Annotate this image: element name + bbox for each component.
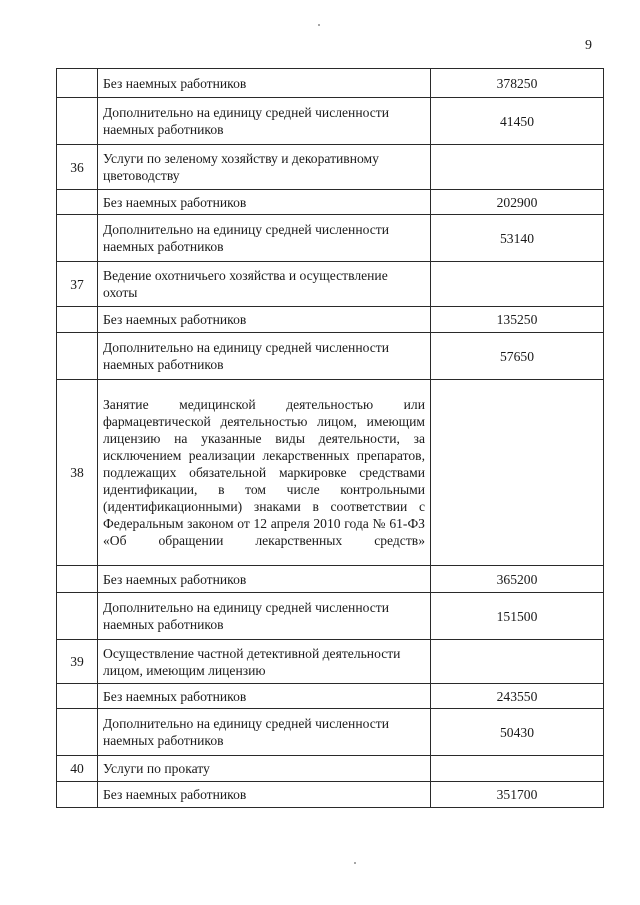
row-description: Дополнительно на единицу средней численности наемных работников: [98, 333, 431, 380]
row-value: 151500: [431, 593, 604, 640]
row-description: Дополнительно на единицу средней численности наемных работников: [98, 709, 431, 756]
table-row: [57, 756, 604, 782]
row-number: [57, 190, 98, 215]
row-value: 365200: [431, 566, 604, 593]
row-number: [57, 333, 98, 380]
row-description: Без наемных работников: [98, 566, 431, 593]
row-number: [57, 684, 98, 709]
table-row: [57, 98, 604, 145]
table-row: [57, 262, 604, 307]
row-value: [431, 262, 604, 307]
table-row: [57, 566, 604, 593]
row-value: 202900: [431, 190, 604, 215]
row-description: Без наемных работников: [98, 782, 431, 808]
row-number: [57, 566, 98, 593]
row-number: [57, 782, 98, 808]
row-number: [57, 215, 98, 262]
scan-speck: [354, 862, 356, 864]
table-row: [57, 380, 604, 566]
row-description: Без наемных работников: [98, 307, 431, 333]
row-number: [57, 98, 98, 145]
row-description: Осуществление частной детективной деятельности лицом, имеющим лицензию: [98, 640, 431, 684]
row-value: 243550: [431, 684, 604, 709]
table-row: [57, 145, 604, 190]
row-value: 41450: [431, 98, 604, 145]
row-description: Дополнительно на единицу средней численности наемных работников: [98, 215, 431, 262]
row-description: Без наемных работников: [98, 190, 431, 215]
row-value: [431, 640, 604, 684]
row-value: [431, 380, 604, 566]
row-description: Без наемных работников: [98, 69, 431, 98]
row-value: [431, 756, 604, 782]
row-description: Дополнительно на единицу средней численности наемных работников: [98, 98, 431, 145]
page-number: 9: [585, 38, 592, 53]
row-number: 36: [57, 145, 98, 190]
table-row: [57, 190, 604, 215]
row-description: Услуги по прокату: [98, 756, 431, 782]
row-number: [57, 593, 98, 640]
row-value: [431, 145, 604, 190]
row-value: 50430: [431, 709, 604, 756]
row-value: 351700: [431, 782, 604, 808]
table-row: [57, 69, 604, 98]
row-value: 135250: [431, 307, 604, 333]
row-description: Без наемных работников: [98, 684, 431, 709]
row-number: [57, 307, 98, 333]
row-value: 53140: [431, 215, 604, 262]
row-value: 378250: [431, 69, 604, 98]
row-number: [57, 69, 98, 98]
table-row: [57, 215, 604, 262]
row-description: Занятие медицинской деятельностью или фармацевтической деятельностью лицом, имеющим лицензию на указанные виды деятельности, за исключением реализации лекарственных препаратов, подлежащих обязательной маркировке средствами идентификации, в том числе контрольными (идентификационными) знаками в соответствии с Федеральным законом от 12 апреля 2010 года № 61-ФЗ «Об обращении лекарственных средств»: [98, 380, 431, 566]
table-row: [57, 782, 604, 808]
table-row: [57, 307, 604, 333]
table-row: [57, 684, 604, 709]
row-number: 38: [57, 380, 98, 566]
row-description: Ведение охотничьего хозяйства и осуществление охоты: [98, 262, 431, 307]
table-row: [57, 333, 604, 380]
table-row: [57, 709, 604, 756]
row-number: 37: [57, 262, 98, 307]
row-value: 57650: [431, 333, 604, 380]
row-description: Дополнительно на единицу средней численности наемных работников: [98, 593, 431, 640]
row-number: 40: [57, 756, 98, 782]
scan-speck: [318, 24, 320, 26]
table-row: [57, 593, 604, 640]
rates-table: [56, 68, 604, 808]
row-number: [57, 709, 98, 756]
row-description: Услуги по зеленому хозяйству и декоративному цветоводству: [98, 145, 431, 190]
row-number: 39: [57, 640, 98, 684]
table-row: [57, 640, 604, 684]
